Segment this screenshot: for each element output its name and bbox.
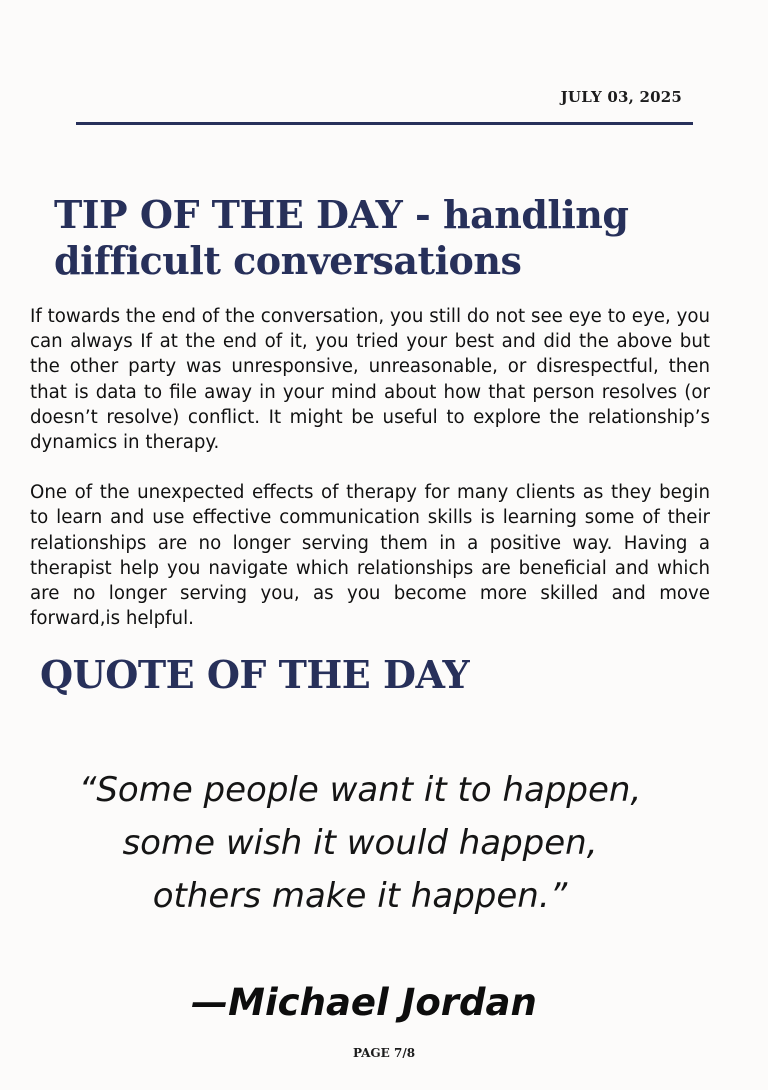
quote-text <box>0 764 720 923</box>
quote-heading: QUOTE OF THE DAY <box>40 652 470 697</box>
quote-line: others make it happen.” <box>152 876 568 916</box>
tip-body <box>30 304 710 656</box>
page-date: JULY 03, 2025 <box>560 88 682 106</box>
tip-paragraph: If towards the end of the conversation, you still do not see eye to eye, you can always If at the end of it, you tried your best and did the above but the other party was unresponsive, unreasonable, or disrespectful, then that is data to file away in your mind about how that person resolves (or doesn’t resolve) conflict. It might be useful to explore the relationship’s dynamics in therapy. <box>30 306 710 454</box>
tip-paragraph: One of the unexpected effects of therapy for many clients as they begin to learn and use effective communication skills is learning some of their relationships are no longer serving them in a positive way. Having a therapist help you navigate which relationships are beneficial and which are no longer serving you, as you become more skilled and move forward,is helpful. <box>30 482 710 630</box>
header-divider <box>76 122 693 125</box>
quote-author: —Michael Jordan <box>191 981 537 1024</box>
tip-title: TIP OF THE DAY - handling difficult conversations <box>54 192 629 283</box>
quote-line: some wish it would happen, <box>122 823 598 863</box>
quote-line: “Some people want it to happen, <box>78 770 642 810</box>
page-number: PAGE 7/8 <box>352 1046 416 1060</box>
